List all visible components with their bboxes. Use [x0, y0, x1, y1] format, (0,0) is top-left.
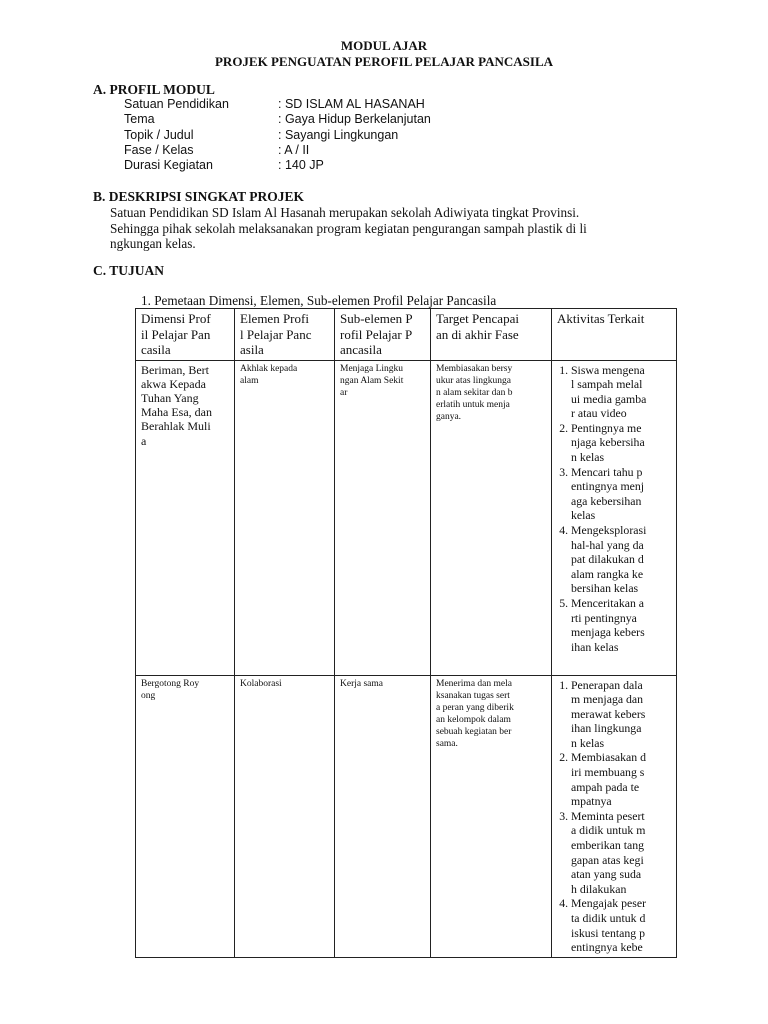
profile-value: : SD ISLAM AL HASANAH [278, 97, 425, 111]
list-item: 4. Mengajak peser ta didik untuk d iskusi tentang p entingnya kebe [571, 896, 671, 954]
cell-dimensi: Bergotong Roy ong [136, 675, 235, 957]
document-subtitle: PROJEK PENGUATAN PEROFIL PELAJAR PANCASILA [214, 54, 554, 69]
activity-list [557, 363, 671, 655]
column-header-elemen: Elemen Profi l Pelajar Panc asila [235, 309, 335, 361]
list-item: 2. Pentingnya me njaga kebersiha n kelas [571, 421, 671, 465]
cell-subelemen: Menjaga Lingku ngan Alam Sekit ar [335, 360, 431, 675]
profile-label: Satuan Pendidikan [124, 97, 229, 111]
section-b-heading: B. DESKRIPSI SINGKAT PROJEK [93, 189, 305, 204]
profile-value: : Sayangi Lingkungan [278, 127, 399, 142]
list-item: 4. Mengeksplorasi hal-hal yang da pat dilakukan d alam rangka ke bersihan kelas [571, 523, 671, 596]
profile-value: : 140 JP [278, 158, 324, 173]
section-c-heading: C. TUJUAN [93, 263, 165, 278]
profile-row-tema [124, 112, 431, 127]
column-header-dimensi: Dimensi Prof il Pelajar Pan casila [136, 309, 235, 361]
project-description: Satuan Pendidikan SD Islam Al Hasanah merupakan sekolah Adiwiyata tingkat Provinsi. Sehingga pihak sekolah melaksanakan program kegiatan pengurangan sampah plastik di li ngkungan kelas. [110, 205, 587, 251]
profile-value: : A / II [278, 142, 310, 157]
table-row [136, 360, 677, 675]
profile-value: : Gaya Hidup Berkelanjutan [278, 112, 431, 127]
cell-dimensi: Beriman, Bert akwa Kepada Tuhan Yang Maha Esa, dan Berahlak Muli a [136, 360, 235, 675]
profile-row-topik [124, 128, 431, 143]
column-header-target: Target Pencapai an di akhir Fase [431, 309, 552, 361]
profile-mapping-table [135, 308, 677, 958]
mapping-subheading: 1. Pemetaan Dimensi, Elemen, Sub-elemen Profil Pelajar Pancasila [141, 293, 497, 308]
module-profile [124, 97, 431, 173]
activity-list [557, 678, 671, 955]
profile-row-durasi [124, 158, 431, 173]
list-item: 3. Meminta pesert a didik untuk m emberikan tang gapan atas kegi atan yang suda h dilakukan [571, 809, 671, 897]
list-item: 2. Membiasakan d iri membuang s ampah pada te mpatnya [571, 750, 671, 808]
profile-row-satuan [124, 97, 431, 112]
list-item: 5. Menceritakan a rti pentingnya menjaga kebers ihan kelas [571, 596, 671, 654]
profile-label: Topik / Judul [124, 127, 194, 142]
profile-row-fase [124, 143, 431, 158]
profile-label: Fase / Kelas [124, 142, 194, 157]
cell-elemen: Akhlak kepada alam [235, 360, 335, 675]
cell-subelemen: Kerja sama [335, 675, 431, 957]
list-item: 1. Penerapan dala m menjaga dan merawat kebers ihan lingkunga n kelas [571, 678, 671, 751]
profile-label: Durasi Kegiatan [124, 158, 213, 173]
cell-elemen: Kolaborasi [235, 675, 335, 957]
list-item: 1. Siswa mengena l sampah melal ui media gamba r atau video [571, 363, 671, 421]
section-a-heading: A. PROFIL MODUL [93, 82, 215, 97]
cell-aktivitas [552, 360, 677, 675]
list-item: 3. Mencari tahu p entingnya menj aga kebersihan kelas [571, 465, 671, 523]
cell-aktivitas [552, 675, 677, 957]
profile-label: Tema [124, 112, 155, 127]
cell-target: Membiasakan bersy ukur atas lingkunga n alam sekitar dan b erlatih untuk menja ganya. [431, 360, 552, 675]
cell-target: Menerima dan mela ksanakan tugas sert a peran yang diberik an kelompok dalam sebuah kegiatan ber sama. [431, 675, 552, 957]
table-row [136, 675, 677, 957]
column-header-subelemen: Sub-elemen P rofil Pelajar P ancasila [335, 309, 431, 361]
document-title: MODUL AJAR [340, 38, 428, 53]
table-header-row [136, 309, 677, 361]
column-header-aktivitas: Aktivitas Terkait [552, 309, 677, 361]
